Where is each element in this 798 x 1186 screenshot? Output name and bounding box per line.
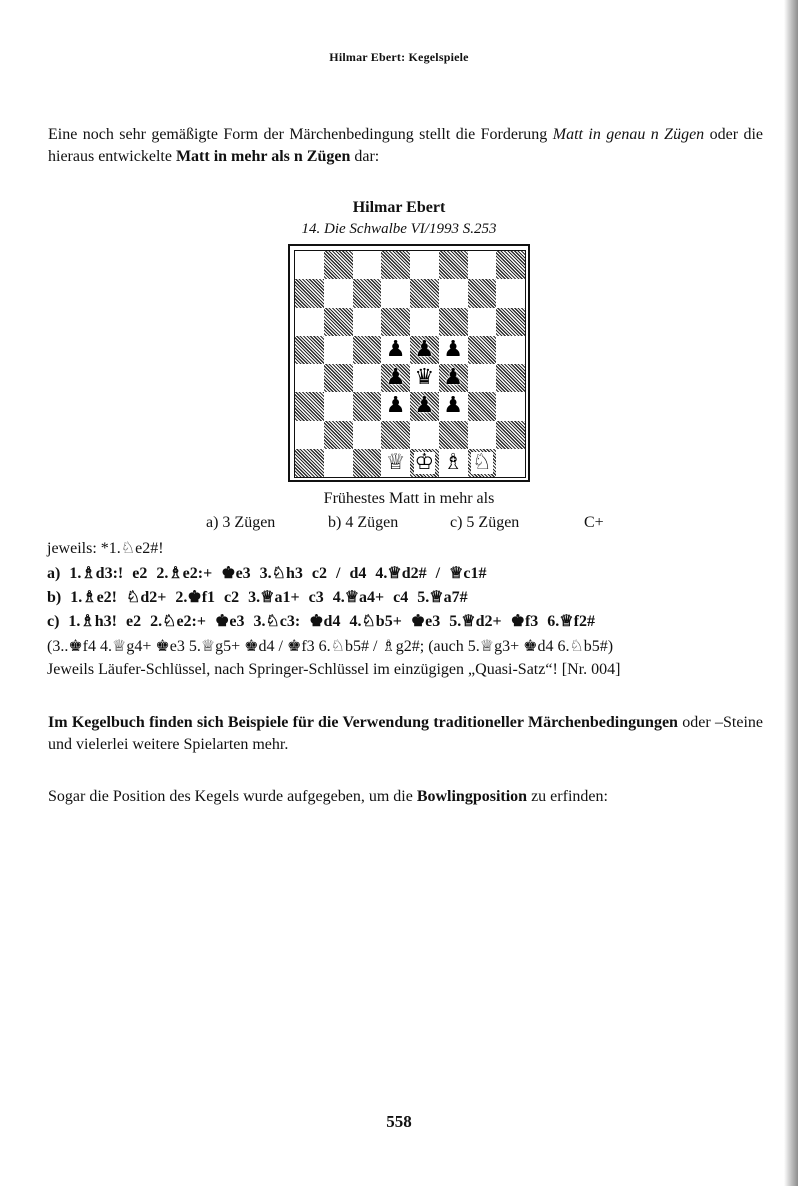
intro-text-1: Eine noch sehr gemäßigte Form der Märchenbedingung stellt die Forderung bbox=[48, 126, 553, 143]
square-f8 bbox=[439, 251, 468, 279]
square-d1 bbox=[381, 449, 410, 477]
square-b6 bbox=[324, 308, 353, 336]
square-a2 bbox=[295, 421, 324, 449]
problem-parts bbox=[0, 514, 798, 536]
chess-piece-icon: ♟ bbox=[443, 336, 463, 362]
square-g6 bbox=[468, 308, 497, 336]
chess-piece-icon: ♔ bbox=[414, 449, 435, 475]
square-f1 bbox=[439, 449, 468, 477]
intro-text-2: oder die hieraus entwickelte bbox=[48, 126, 764, 165]
square-g8 bbox=[468, 251, 497, 279]
square-c4 bbox=[353, 364, 382, 392]
square-a7 bbox=[295, 279, 324, 307]
chess-piece-icon: ♗ bbox=[443, 449, 463, 475]
problem-author: Hilmar Ebert bbox=[352, 199, 446, 216]
chess-board bbox=[294, 250, 526, 478]
square-e7 bbox=[410, 279, 439, 307]
square-h1 bbox=[496, 449, 525, 477]
part-c: c) 5 Zügen bbox=[450, 514, 520, 531]
square-a1 bbox=[295, 449, 324, 477]
solution-setplay: jeweils: *1.♘e2#! bbox=[47, 540, 164, 557]
chess-diagram bbox=[288, 244, 530, 482]
square-e2 bbox=[410, 421, 439, 449]
chess-piece-icon: ♟ bbox=[385, 365, 406, 391]
square-d8 bbox=[381, 251, 410, 279]
square-b2 bbox=[324, 421, 353, 449]
paragraph-2 bbox=[48, 712, 763, 756]
computer-tested-mark: C+ bbox=[584, 514, 604, 531]
square-e4 bbox=[410, 364, 439, 392]
square-a8 bbox=[295, 251, 324, 279]
square-d6 bbox=[381, 308, 410, 336]
chess-piece-icon: ♟ bbox=[385, 336, 406, 362]
square-f4 bbox=[439, 364, 468, 392]
chess-piece-icon: ♟ bbox=[385, 393, 406, 419]
solution-b: b) 1.♗e2! ♘d2+ 2.♚f1 c2 3.♕a1+ c3 4.♕a4+ c4 5.♕a7# bbox=[47, 589, 468, 606]
square-a6 bbox=[295, 308, 324, 336]
solution-a: a) 1.♗d3:! e2 2.♗e2:+ ♚e3 3.♘h3 c2 / d4 4.♕d2# / ♕c1# bbox=[47, 565, 487, 582]
chess-piece-icon: ♘ bbox=[472, 449, 492, 475]
square-h4 bbox=[496, 364, 525, 392]
square-h6 bbox=[496, 308, 525, 336]
intro-italic: Matt in genau n Zügen bbox=[552, 126, 705, 143]
square-f6 bbox=[439, 308, 468, 336]
square-c5 bbox=[353, 336, 382, 364]
square-d3 bbox=[381, 392, 410, 420]
square-e8 bbox=[410, 251, 439, 279]
paragraph-3-end: zu erfinden: bbox=[527, 788, 608, 805]
part-b: b) 4 Zügen bbox=[328, 514, 399, 531]
square-f5 bbox=[439, 336, 468, 364]
square-d2 bbox=[381, 421, 410, 449]
square-h3 bbox=[496, 392, 525, 420]
intro-bold: Matt in mehr als n Zügen bbox=[175, 148, 351, 165]
square-e3 bbox=[410, 392, 439, 420]
square-h2 bbox=[496, 421, 525, 449]
solution-variation: (3..♚f4 4.♕g4+ ♚e3 5.♕g5+ ♚d4 / ♚f3 6.♘b5# / ♗g2#; (auch 5.♕g3+ ♚d4 6.♘b5#) bbox=[47, 638, 614, 655]
square-d5 bbox=[381, 336, 410, 364]
square-b8 bbox=[324, 251, 353, 279]
chess-piece-icon: ♟ bbox=[414, 393, 435, 419]
square-d4 bbox=[381, 364, 410, 392]
square-b4 bbox=[324, 364, 353, 392]
intro-text-3: dar: bbox=[350, 148, 380, 165]
square-f2 bbox=[439, 421, 468, 449]
square-f7 bbox=[439, 279, 468, 307]
square-h7 bbox=[496, 279, 525, 307]
square-g1 bbox=[468, 449, 497, 477]
problem-source: 14. Die Schwalbe VI/1993 S.253 bbox=[301, 221, 497, 237]
square-h8 bbox=[496, 251, 525, 279]
running-head: Hilmar Ebert: Kegelspiele bbox=[329, 50, 469, 64]
square-a5 bbox=[295, 336, 324, 364]
square-g5 bbox=[468, 336, 497, 364]
square-c2 bbox=[353, 421, 382, 449]
chess-piece-icon: ♟ bbox=[443, 393, 463, 419]
chess-piece-icon: ♟ bbox=[443, 365, 463, 391]
paragraph-2-bold: Im Kegelbuch finden sich Beispiele für die Verwendung traditioneller Märchenbedingungen bbox=[48, 714, 678, 731]
square-b7 bbox=[324, 279, 353, 307]
square-c6 bbox=[353, 308, 382, 336]
chess-piece-icon: ♕ bbox=[385, 449, 406, 475]
square-d7 bbox=[381, 279, 410, 307]
square-f3 bbox=[439, 392, 468, 420]
problem-caption: Frühestes Matt in mehr als bbox=[323, 490, 495, 507]
solution-c: c) 1.♗h3! e2 2.♘e2:+ ♚e3 3.♘c3: ♚d4 4.♘b5+ ♚e3 5.♕d2+ ♚f3 6.♕f2# bbox=[47, 613, 595, 630]
intro-paragraph bbox=[48, 124, 763, 168]
square-c1 bbox=[353, 449, 382, 477]
square-e1 bbox=[410, 449, 439, 477]
square-c3 bbox=[353, 392, 382, 420]
page-number: 558 bbox=[386, 1112, 412, 1131]
solution-note: Jeweils Läufer-Schlüssel, nach Springer-Schlüssel im einzügigen „Quasi-Satz“! [Nr. 004] bbox=[47, 661, 621, 678]
part-a: a) 3 Zügen bbox=[206, 514, 276, 531]
paragraph-3-bold: Bowlingposition bbox=[416, 788, 528, 805]
square-a3 bbox=[295, 392, 324, 420]
square-g3 bbox=[468, 392, 497, 420]
square-a4 bbox=[295, 364, 324, 392]
square-c8 bbox=[353, 251, 382, 279]
square-e5 bbox=[410, 336, 439, 364]
paragraph-3-text: Sogar die Position des Kegels wurde aufgegeben, um die bbox=[48, 788, 417, 805]
chess-piece-icon: ♛ bbox=[414, 365, 435, 391]
square-b5 bbox=[324, 336, 353, 364]
square-c7 bbox=[353, 279, 382, 307]
square-h5 bbox=[496, 336, 525, 364]
paragraph-2-rest: oder –Steine und vielerlei weitere Spielarten mehr. bbox=[48, 714, 763, 753]
square-g2 bbox=[468, 421, 497, 449]
square-g4 bbox=[468, 364, 497, 392]
chess-piece-icon: ♟ bbox=[414, 336, 435, 362]
square-b1 bbox=[324, 449, 353, 477]
paragraph-3 bbox=[48, 786, 763, 808]
square-e6 bbox=[410, 308, 439, 336]
square-g7 bbox=[468, 279, 497, 307]
square-b3 bbox=[324, 392, 353, 420]
